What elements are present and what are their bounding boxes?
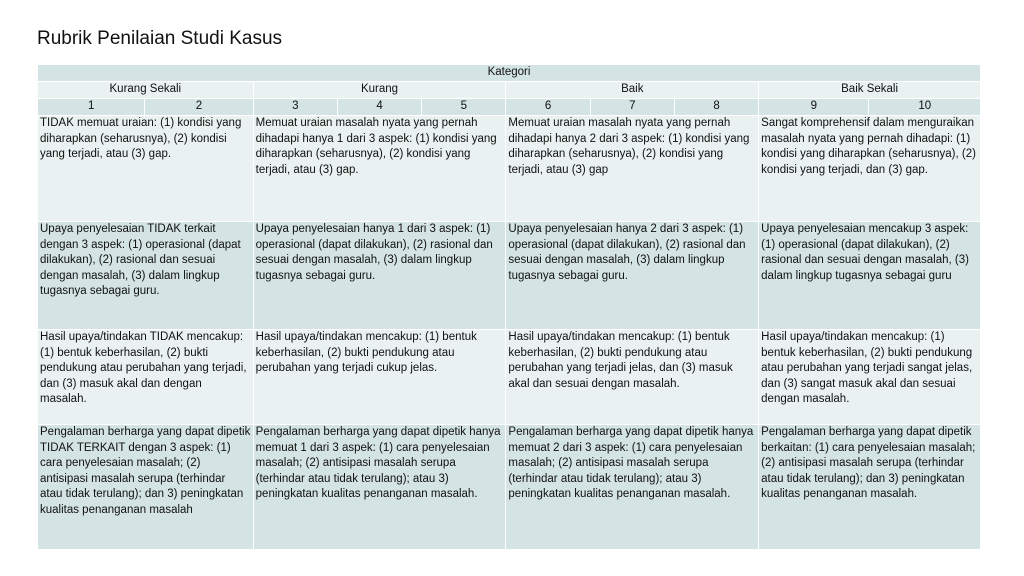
cell-kurang: Hasil upaya/tindakan mencakup: (1) bentuk keberhasilan, (2) bukti pendukung atau perubahan yang terjadi cukup jelas. [253, 330, 506, 425]
cell-baik: Memuat uraian masalah nyata yang pernah dihadapi hanya 2 dari 3 aspek: (1) kondisi yang diharapkan (seharusnya), (2) kondisi yang terjadi, atau (3) gap [506, 116, 759, 222]
score-5: 5 [422, 99, 506, 116]
score-6: 6 [506, 99, 590, 116]
group-kurang-sekali: Kurang Sekali [38, 82, 254, 99]
cell-baik-sekali: Hasil upaya/tindakan mencakup: (1) bentuk keberhasilan, (2) bukti pendukung atau perubahan yang terjadi sangat jelas, dan (3) sangat masuk akal dan sesuai dengan masalah. [759, 330, 981, 425]
cell-kurang-sekali: TIDAK memuat uraian: (1) kondisi yang diharapkan (seharusnya), (2) kondisi yang terjadi, atau (3) gap. [38, 116, 254, 222]
table-row [38, 330, 981, 425]
cell-baik: Pengalaman berharga yang dapat dipetik hanya memuat 2 dari 3 aspek: (1) cara penyelesaian masalah; (2) antisipasi masalah serupa (terhindar atau tidak terulang); atau 3) peningkatan kualitas penanganan masalah. [506, 425, 759, 550]
score-7: 7 [590, 99, 674, 116]
category-header: Kategori [38, 65, 981, 82]
table-row [38, 425, 981, 550]
table-row [38, 116, 981, 222]
cell-kurang: Upaya penyelesaian hanya 1 dari 3 aspek: (1) operasional (dapat dilakukan), (2) rasional dan sesuai dengan masalah, (3) dalam lingkup tugasnya sebagai guru. [253, 222, 506, 330]
cell-kurang-sekali: Pengalaman berharga yang dapat dipetik TIDAK TERKAIT dengan 3 aspek: (1) cara penyelesaian masalah; (2) antisipasi masalah serupa (terhindar atau tidak terulang); dan 3) peningkatan kualitas penanganan masalah [38, 425, 254, 550]
category-header-row [38, 65, 981, 82]
cell-baik-sekali: Pengalaman berharga yang dapat dipetik berkaitan: (1) cara penyelesaian masalah; (2) antisipasi masalah serupa (terhindar atau tidak terulang); dan 3) peningkatan kualitas penanganan masalah. [759, 425, 981, 550]
score-1: 1 [38, 99, 145, 116]
group-baik-sekali: Baik Sekali [759, 82, 981, 99]
cell-baik: Hasil upaya/tindakan mencakup: (1) bentuk keberhasilan, (2) bukti pendukung atau perubahan yang terjadi jelas, dan (3) masuk akal dan sesuai dengan masalah. [506, 330, 759, 425]
score-9: 9 [759, 99, 869, 116]
score-3: 3 [253, 99, 337, 116]
score-8: 8 [674, 99, 758, 116]
score-10: 10 [869, 99, 981, 116]
cell-kurang: Pengalaman berharga yang dapat dipetik hanya memuat 1 dari 3 aspek: (1) cara penyelesaian masalah; (2) antisipasi masalah serupa (terhindar atau tidak terulang); atau 3) peningkatan kualitas penanganan masalah. [253, 425, 506, 550]
score-2: 2 [145, 99, 253, 116]
rubric-table [37, 64, 981, 550]
group-kurang: Kurang [253, 82, 506, 99]
cell-baik-sekali: Upaya penyelesaian mencakup 3 aspek: (1) operasional (dapat dilakukan), (2) rasional dan sesuai dengan masalah, (3) dalam lingkup tugasnya sebagai guru [759, 222, 981, 330]
cell-kurang: Memuat uraian masalah nyata yang pernah dihadapi hanya 1 dari 3 aspek: (1) kondisi yang diharapkan (seharusnya), (2) kondisi yang terjadi, atau (3) gap. [253, 116, 506, 222]
score-4: 4 [337, 99, 421, 116]
cell-kurang-sekali: Hasil upaya/tindakan TIDAK mencakup: (1) bentuk keberhasilan, (2) bukti pendukung atau perubahan yang terjadi, dan (3) masuk akal dan dengan masalah. [38, 330, 254, 425]
group-header-row [38, 82, 981, 99]
score-header-row [38, 99, 981, 116]
group-baik: Baik [506, 82, 759, 99]
slide-title: Rubrik Penilaian Studi Kasus [37, 28, 283, 49]
cell-baik: Upaya penyelesaian hanya 2 dari 3 aspek: (1) operasional (dapat dilakukan), (2) rasional dan sesuai dengan masalah, (3) dalam lingkup tugasnya sebagai guru. [506, 222, 759, 330]
cell-kurang-sekali: Upaya penyelesaian TIDAK terkait dengan 3 aspek: (1) operasional (dapat dilakukan), (2) rasional dan sesuai dengan masalah, (3) dalam lingkup tugasnya sebagai guru. [38, 222, 254, 330]
cell-baik-sekali: Sangat komprehensif dalam menguraikan masalah nyata yang pernah dihadapi: (1) kondisi yang diharapkan (seharusnya), (2) kondisi yang terjadi, dan (3) gap. [759, 116, 981, 222]
table-row [38, 222, 981, 330]
